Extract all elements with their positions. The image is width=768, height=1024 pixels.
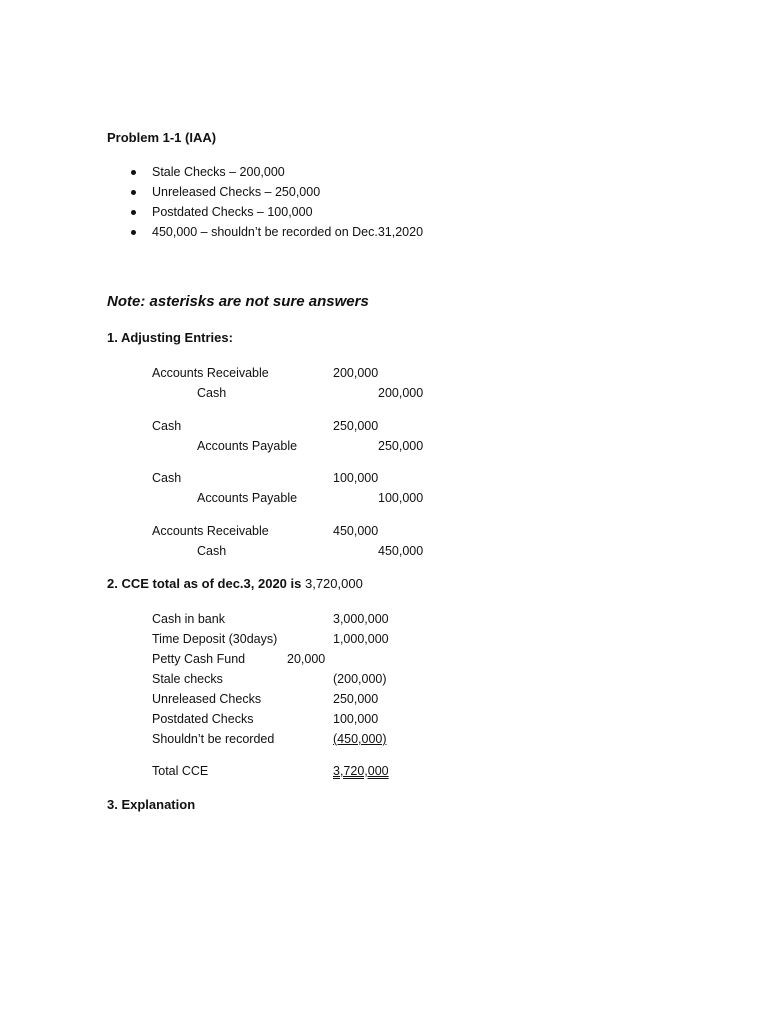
bullet-icon	[131, 190, 136, 195]
entry-debit-amount: 450,000	[333, 524, 379, 538]
problem-title: Problem 1-1 (IAA)	[107, 130, 217, 145]
section1-heading: 1. Adjusting Entries:	[107, 330, 233, 345]
note-heading: Note: asterisks are not sure answers	[107, 293, 369, 310]
cce-row-label: Stale checks	[152, 672, 223, 686]
entry-debit-amount: 100,000	[333, 471, 379, 485]
cce-row-label: Cash in bank	[152, 612, 225, 626]
cce-row-label: Petty Cash Fund	[152, 652, 246, 666]
entry-debit-account: Accounts Receivable	[152, 366, 269, 380]
cce-row-amount: 250,000	[333, 692, 379, 706]
entry-credit-amount: 250,000	[378, 439, 424, 453]
cce-row-amount: 100,000	[333, 712, 379, 726]
bullet-text: Stale Checks – 200,000	[152, 165, 285, 179]
cce-row-label: Postdated Checks	[152, 712, 254, 726]
cce-row-amount: 3,000,000	[333, 612, 389, 626]
cce-row-amount: 1,000,000	[333, 632, 389, 646]
cce-row-amount: (200,000)	[333, 672, 387, 686]
bullet-text: Unreleased Checks – 250,000	[152, 185, 321, 199]
entry-debit-amount: 200,000	[333, 366, 379, 380]
bullet-icon	[131, 210, 136, 215]
cce-row-amount: 20,000	[287, 652, 326, 666]
entry-credit-account: Cash	[197, 544, 227, 558]
bullet-icon	[131, 230, 136, 235]
cce-total-label: Total CCE	[152, 764, 209, 778]
bullet-text: 450,000 – shouldn’t be recorded on Dec.31,2020	[152, 225, 424, 239]
section2-heading-value: 3,720,000	[304, 576, 363, 591]
entry-credit-amount: 100,000	[378, 491, 424, 505]
entry-debit-account: Accounts Receivable	[152, 524, 269, 538]
entry-credit-account: Accounts Payable	[197, 491, 298, 505]
entry-debit-amount: 250,000	[333, 419, 379, 433]
entry-debit-account: Cash	[152, 419, 182, 433]
entry-credit-amount: 200,000	[378, 386, 424, 400]
cce-row-label: Shouldn’t be recorded	[152, 732, 275, 746]
bullet-icon	[131, 170, 136, 175]
section3-heading: 3. Explanation	[107, 797, 196, 812]
section2-heading-label: 2. CCE total as of dec.3, 2020 is	[107, 576, 302, 591]
cce-total-amount: 3,720,000	[333, 764, 389, 778]
entry-credit-account: Cash	[197, 386, 227, 400]
cce-row-amount: (450,000)	[333, 732, 387, 746]
cce-row-label: Unreleased Checks	[152, 692, 262, 706]
cce-row-label: Time Deposit (30days)	[152, 632, 278, 646]
entry-debit-account: Cash	[152, 471, 182, 485]
entry-credit-amount: 450,000	[378, 544, 424, 558]
entry-credit-account: Accounts Payable	[197, 439, 298, 453]
bullet-text: Postdated Checks – 100,000	[152, 205, 313, 219]
section2-heading	[107, 576, 363, 591]
